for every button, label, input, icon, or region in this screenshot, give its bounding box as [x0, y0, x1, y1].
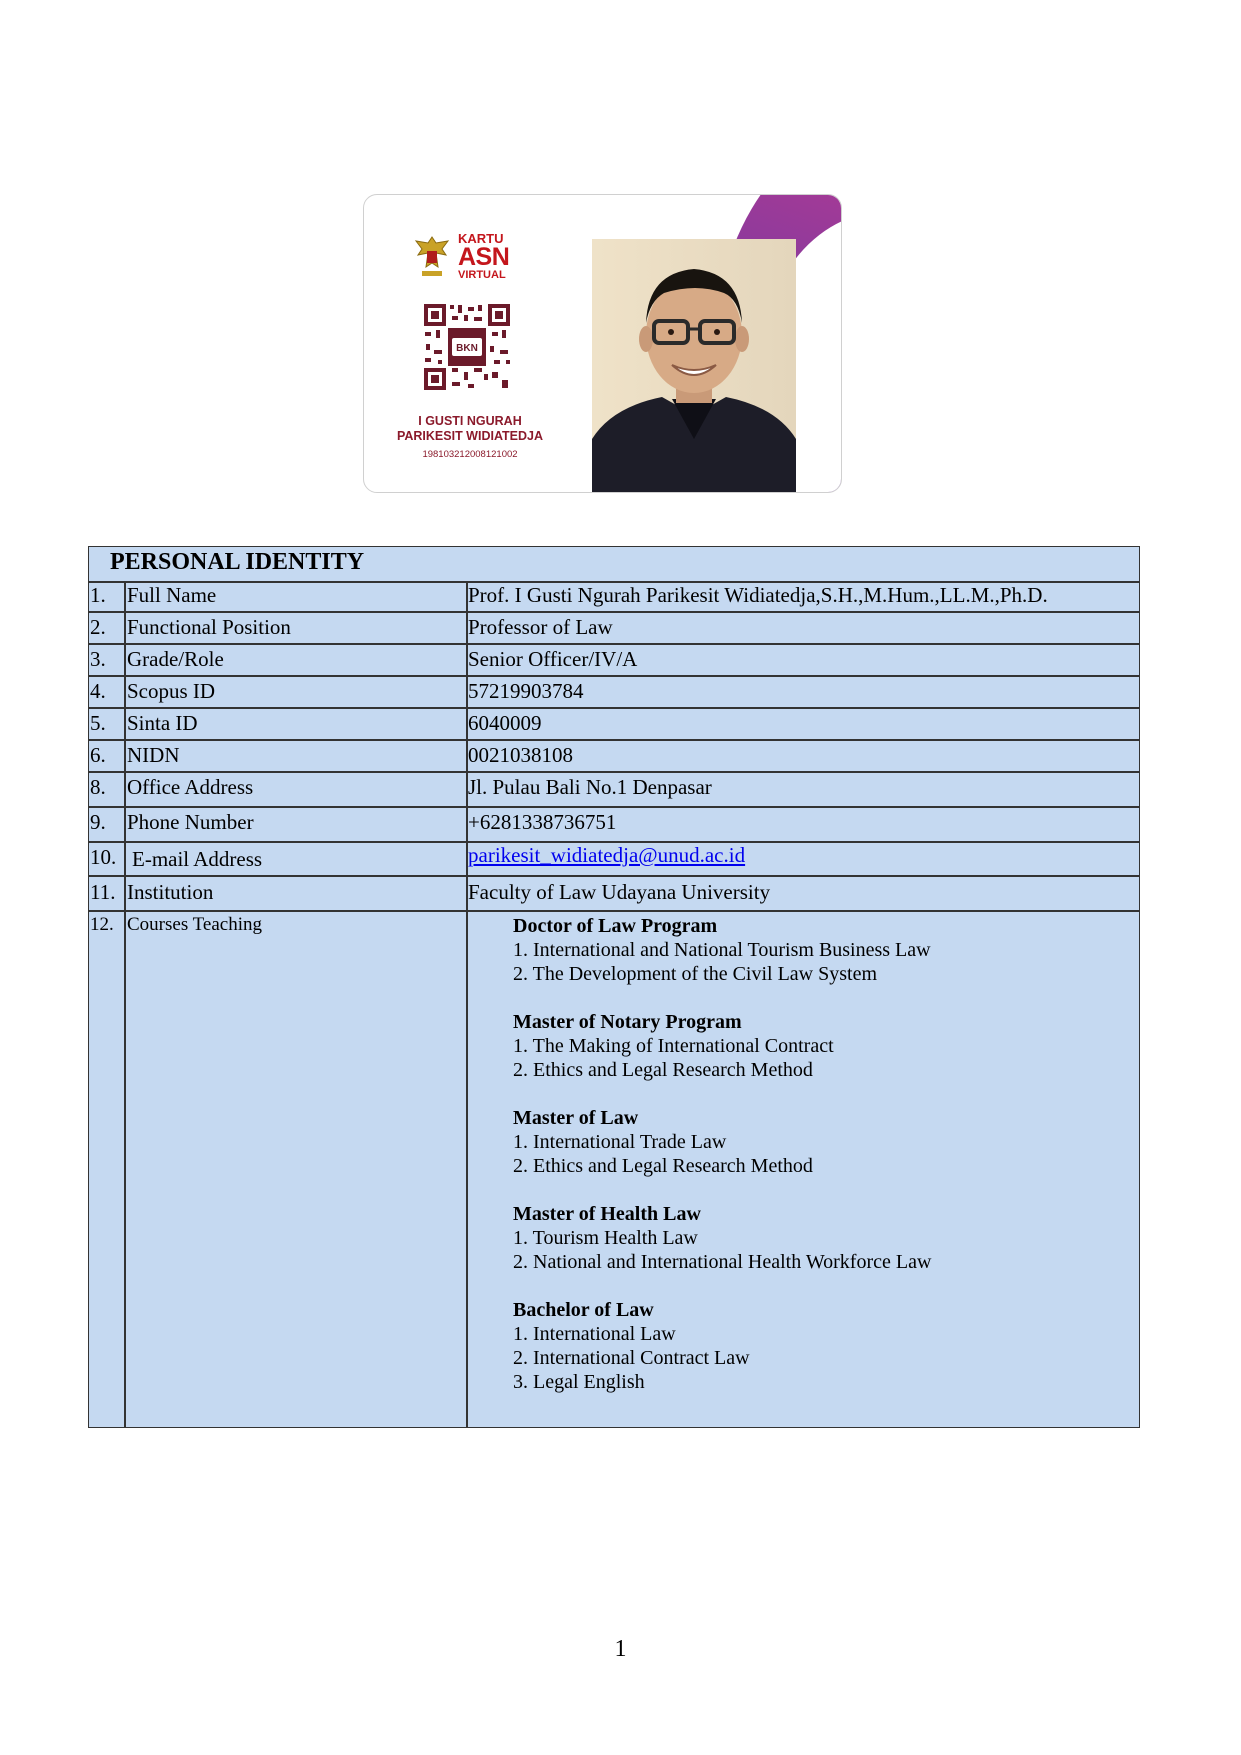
card-holder-name: I GUSTI NGURAH PARIKESIT WIDIATEDJA — [396, 414, 544, 443]
course-item: 2. National and International Health Workforce Law — [513, 1251, 932, 1273]
personal-identity-table — [88, 546, 1140, 1428]
program-title: Bachelor of Law — [513, 1299, 654, 1321]
course-item: 2. Ethics and Legal Research Method — [513, 1155, 813, 1177]
page-number: 1 — [614, 1636, 627, 1662]
course-item: 1. International Law — [513, 1323, 676, 1345]
course-item: 1. International and National Tourism Business Law — [513, 939, 931, 961]
table-row: 8. Office Address Jl. Pulau Bali No.1 Denpasar — [89, 773, 1139, 808]
table-row: 9. Phone Number +6281338736751 — [89, 808, 1139, 843]
bkn-badge-text: BKN — [456, 343, 478, 354]
table-row: 10. E-mail Address parikesit_widiatedja@unud.ac.id — [89, 843, 1139, 877]
program-title: Doctor of Law Program — [513, 915, 718, 937]
program-title: Master of Health Law — [513, 1203, 701, 1225]
profile-photo — [592, 239, 796, 492]
course-item: 1. Tourism Health Law — [513, 1227, 698, 1249]
kartu-asn-logo: KARTU ASN VIRTUAL — [458, 231, 510, 281]
table-row: 11. Institution Faculty of Law Udayana University — [89, 878, 1139, 912]
table-title-row — [89, 547, 1139, 583]
course-item: 2. Ethics and Legal Research Method — [513, 1059, 813, 1081]
course-item: 1. International Trade Law — [513, 1131, 727, 1153]
table-row: 2. Functional Position Professor of Law — [89, 613, 1139, 645]
course-item: 2. The Development of the Civil Law System — [513, 963, 878, 985]
table-row: 4. Scopus ID 57219903784 — [89, 677, 1139, 709]
table-row: 1. Full Name Prof. I Gusti Ngurah Parikesit Widiatedja,S.H.,M.Hum.,LL.M.,Ph.D. — [89, 581, 1139, 613]
course-item: 3. Legal English — [513, 1371, 645, 1393]
courses-list — [513, 914, 931, 1394]
table-title: PERSONAL IDENTITY — [110, 549, 365, 575]
asn-id-card — [363, 194, 842, 493]
card-holder-nip: 198103212008121002 — [422, 449, 518, 460]
garuda-emblem-icon — [412, 233, 452, 279]
program-title: Master of Law — [513, 1107, 639, 1129]
course-item: 2. International Contract Law — [513, 1347, 750, 1369]
email-link[interactable]: parikesit_widiatedja@unud.ac.id — [468, 843, 746, 867]
table-row: 5. Sinta ID 6040009 — [89, 709, 1139, 741]
program-title: Master of Notary Program — [513, 1011, 742, 1033]
courses-row: 12. Courses Teaching Doctor of Law Program 1. International and National Tourism Business Law 2. The Development of the Civil Law System Master of Notary Program 1. The Making of International Contract 2. Ethics and Legal Research Method Master of Law 1. International Trade Law 2. Ethics and Legal Research Method Master of Health Law 1. Tourism Health Law 2. National and International Health Workforce Law Bachelor of Law 1. International Law 2. International Contract Law 3. Legal English — [90, 914, 932, 1393]
table-row: 3. Grade/Role Senior Officer/IV/A — [89, 645, 1139, 677]
table-row: 6. NIDN 0021038108 — [89, 741, 1139, 773]
qr-code-icon — [422, 302, 512, 392]
course-item: 1. The Making of International Contract — [513, 1035, 834, 1057]
